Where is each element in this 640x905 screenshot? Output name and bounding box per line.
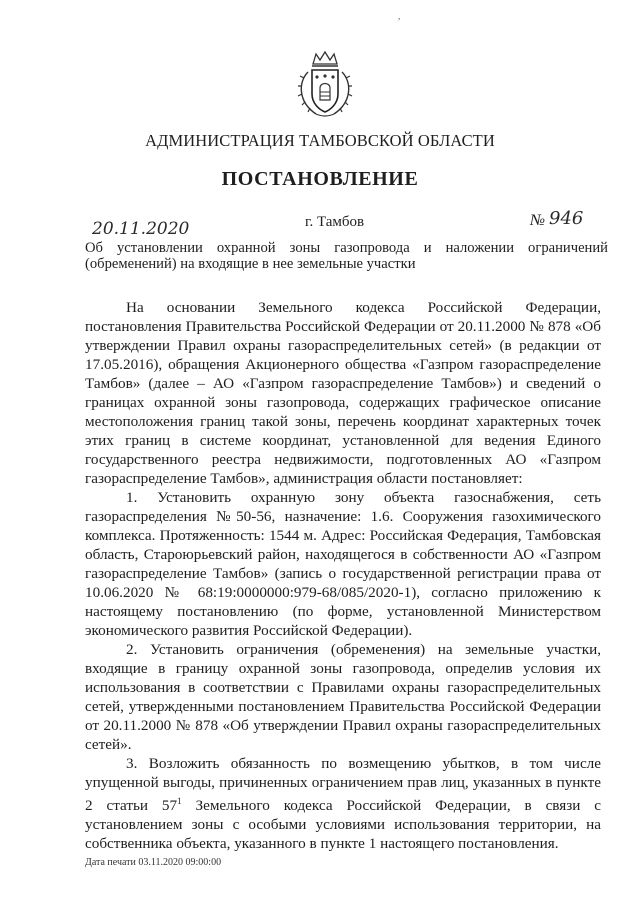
number-sign: № [530,212,546,229]
document-body [85,298,601,853]
issuing-authority: АДМИНИСТРАЦИЯ ТАМБОВСКОЙ ОБЛАСТИ [145,131,495,150]
tambov-coat-of-arms-icon [296,50,354,120]
item-3-text-end: Земельного кодекса Российской Федерации, в связи с установлением зоны с особыми условиями использования территории, на собственника объекта, указанного в пункте 1 настоящего постановления. [85,797,601,853]
document-type-title: ПОСТАНОВЛЕНИЕ [221,168,419,190]
item-1-paragraph: 1. Установить охранную зону объекта газоснабжения, сеть газораспределения №50-56, назначение: 1.6. Сооружения газохимического комплекса. Протяженность: 1544 м. Адрес: Российская Федерация, Тамбовская область, Староюрьевский район, находящегося в собственности АО «Газпром газораспределение Тамбов» (запись о государственной регистрации права от 10.06.2020 № 68:19:0000000:979-68/085/2020-1), согласно приложению к настоящему постановлению (по форме, установленной Министерством экономического развития Российской Федерации). [85,489,601,639]
handwritten-date: 20.11.2020 [92,219,190,239]
issue-city: г. Тамбов [305,214,365,230]
print-date-footer: Дата печати 03.11.2020 09:00:00 [85,857,222,868]
item-2-paragraph: 2. Установить ограничения (обременения) на земельные участки, входящие в границу охранной зоны газопровода, определив условия их использования в соответствии с Правилами охраны газораспределительных сетей, утвержденными постановлением Правительства Российской Федерации от 20.11.2000 № 878 «Об утверждении Правил охраны газораспределительных сетей». [85,641,601,753]
item-3-paragraph [85,754,601,853]
article-superscript: 1 [177,796,182,806]
document-subject: Об установлении охранной зоны газопровода и наложении ограничений (обременений) на входящие в нее земельные участки [85,240,608,272]
preamble-paragraph: На основании Земельного кодекса Российской Федерации, постановления Правительства Российской Федерации от 20.11.2000 № 878 «Об утверждении Правил охраны газораспределительных сетей» (в редакции от 17.05.2016), обращения Акционерного общества «Газпром газораспределение Тамбов» (далее – АО «Газпром газораспределение Тамбов») и сведений о границах охранной зоны газопровода, содержащих графическое описание местоположения границ такой зоны, перечень координат характерных точек этих границ в системе координат, установленной для ведения Единого государственного реестра недвижимости, подготовленных АО «Газпром газораспределение Тамбов», администрация области постановляет: [85,299,601,487]
handwritten-document-number: 946 [549,208,584,229]
scan-speck: , [398,11,401,21]
item-3-text-start: 3. Возложить обязанность по возмещению убытков, в том числе упущенной выгоды, причиненных ограничением прав лиц, указанных в пункте 2 статьи 57 [85,755,601,815]
